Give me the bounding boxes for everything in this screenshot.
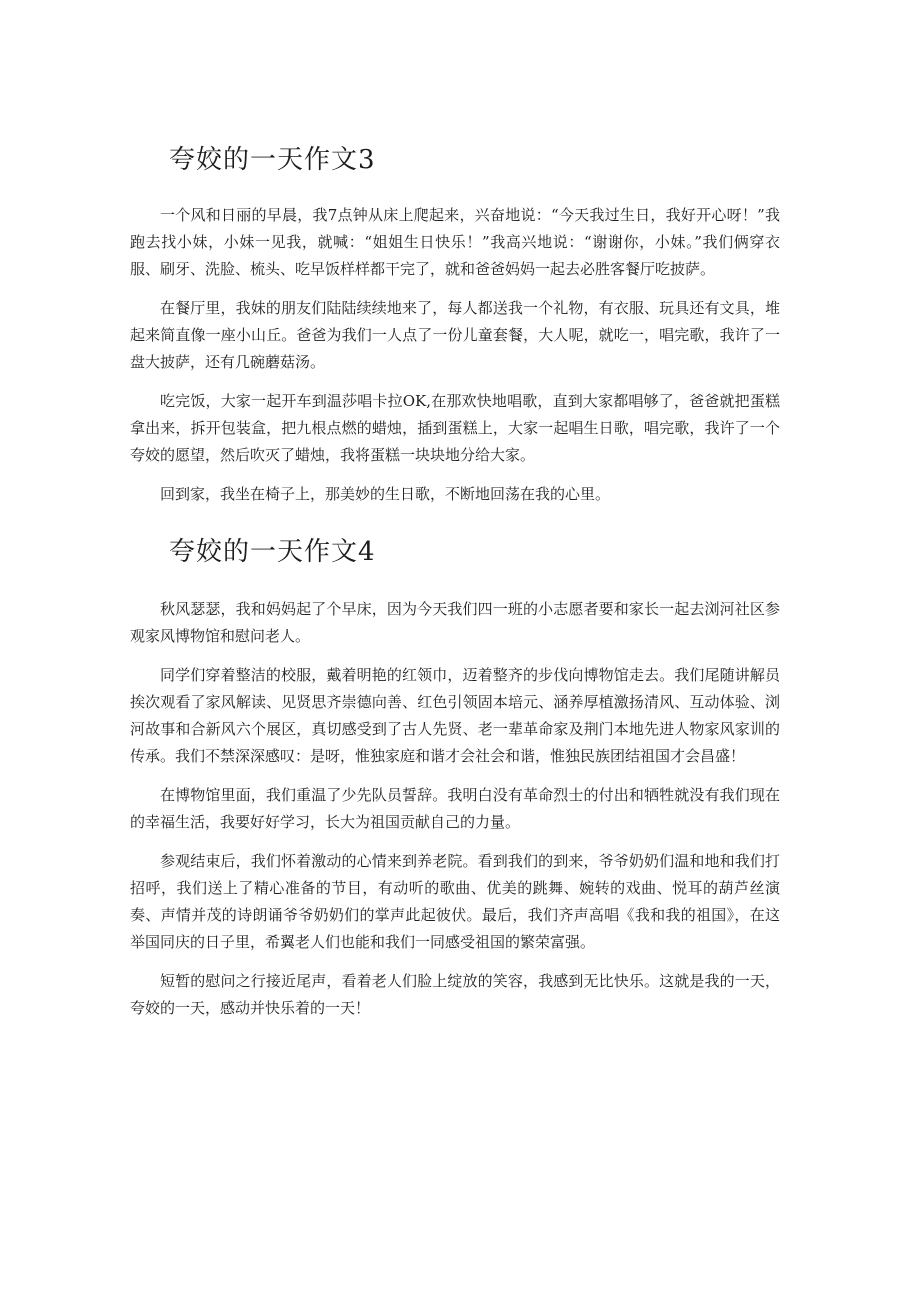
essay-paragraph: 秋风瑟瑟，我和妈妈起了个早床，因为今天我们四一班的小志愿者要和家长一起去浏河社区参观家风博物馆和慰问老人。 xyxy=(130,600,780,645)
essay-paragraph: 同学们穿着整洁的校服，戴着明艳的红领巾，迈着整齐的步伐向博物馆走去。我们尾随讲解员挨次观看了家风解读、见贤思齐崇德向善、红色引领固本培元、涵养厚植激扬清风、互动体验、浏河故事和合新风六个展区，真切感受到了古人先贤、老一辈革命家及荆门本地先进人物家风家训的传承。我们不禁深深感叹：是呀，惟独家庭和谐才会社会和谐，惟独民族团结祖国才会昌盛！ xyxy=(130,666,780,765)
essay-paragraph: 在餐厅里，我妹的朋友们陆陆续续地来了，每人都送我一个礼物，有衣服、玩具还有文具，堆起来简直像一座小山丘。爸爸为我们一人点了一份儿童套餐，大人呢，就吃一，唱完歌，我许了一盘大披萨，还有几碗蘑菇汤。 xyxy=(130,299,780,371)
essay-section-4 xyxy=(130,532,780,1034)
essay-paragraph: 回到家，我坐在椅子上，那美妙的生日歌，不断地回荡在我的心里。 xyxy=(160,485,611,503)
essay-title: 夸姣的一天作文4 xyxy=(169,537,376,567)
essay-section-3 xyxy=(130,140,780,520)
essay-paragraph: 在博物馆里面，我们重温了少先队员誓辞。我明白没有革命烈士的付出和牺牲就没有我们现在的幸福生活，我要好好学习，长大为祖国贡献自己的力量。 xyxy=(130,786,780,831)
essay-paragraph: 短暂的慰问之行接近尾声，看着老人们脸上绽放的笑容，我感到无比快乐。这就是我的一天，夸姣的一天，感动并快乐着的一天！ xyxy=(130,972,780,1017)
essay-title: 夸姣的一天作文3 xyxy=(169,145,376,175)
essay-paragraph: 吃完饭，大家一起开车到温莎唱卡拉OK,在那欢快地唱歌，直到大家都唱够了，爸爸就把蛋糕拿出来，拆开包装盒，把九根点燃的蜡烛，插到蛋糕上，大家一起唱生日歌，唱完歌，我许了一个夸姣的愿望，然后吹灭了蜡烛，我将蛋糕一块块地分给大家。 xyxy=(130,392,780,464)
essay-paragraph: 参观结束后，我们怀着激动的心情来到养老院。看到我们的到来，爷爷奶奶们温和地和我们打招呼，我们送上了精心准备的节目，有动听的歌曲、优美的跳舞、婉转的戏曲、悦耳的葫芦丝演奏、声情并茂的诗朗诵爷爷奶奶们的掌声此起彼伏。最后，我们齐声高唱《我和我的祖国》，在这举国同庆的日子里，希翼老人们也能和我们一同感受祖国的繁荣富强。 xyxy=(130,852,780,951)
essay-paragraph: 一个风和日丽的早晨，我7点钟从床上爬起来，兴奋地说：“今天我过生日，我好开心呀！”我跑去找小妹，小妹一见我，就喊：“姐姐生日快乐！”我高兴地说：“谢谢你，小妹。”我们俩穿衣服、刷牙、洗脸、梳头、吃早饭样样都干完了，就和爸爸妈妈一起去必胜客餐厅吃披萨。 xyxy=(130,206,780,278)
